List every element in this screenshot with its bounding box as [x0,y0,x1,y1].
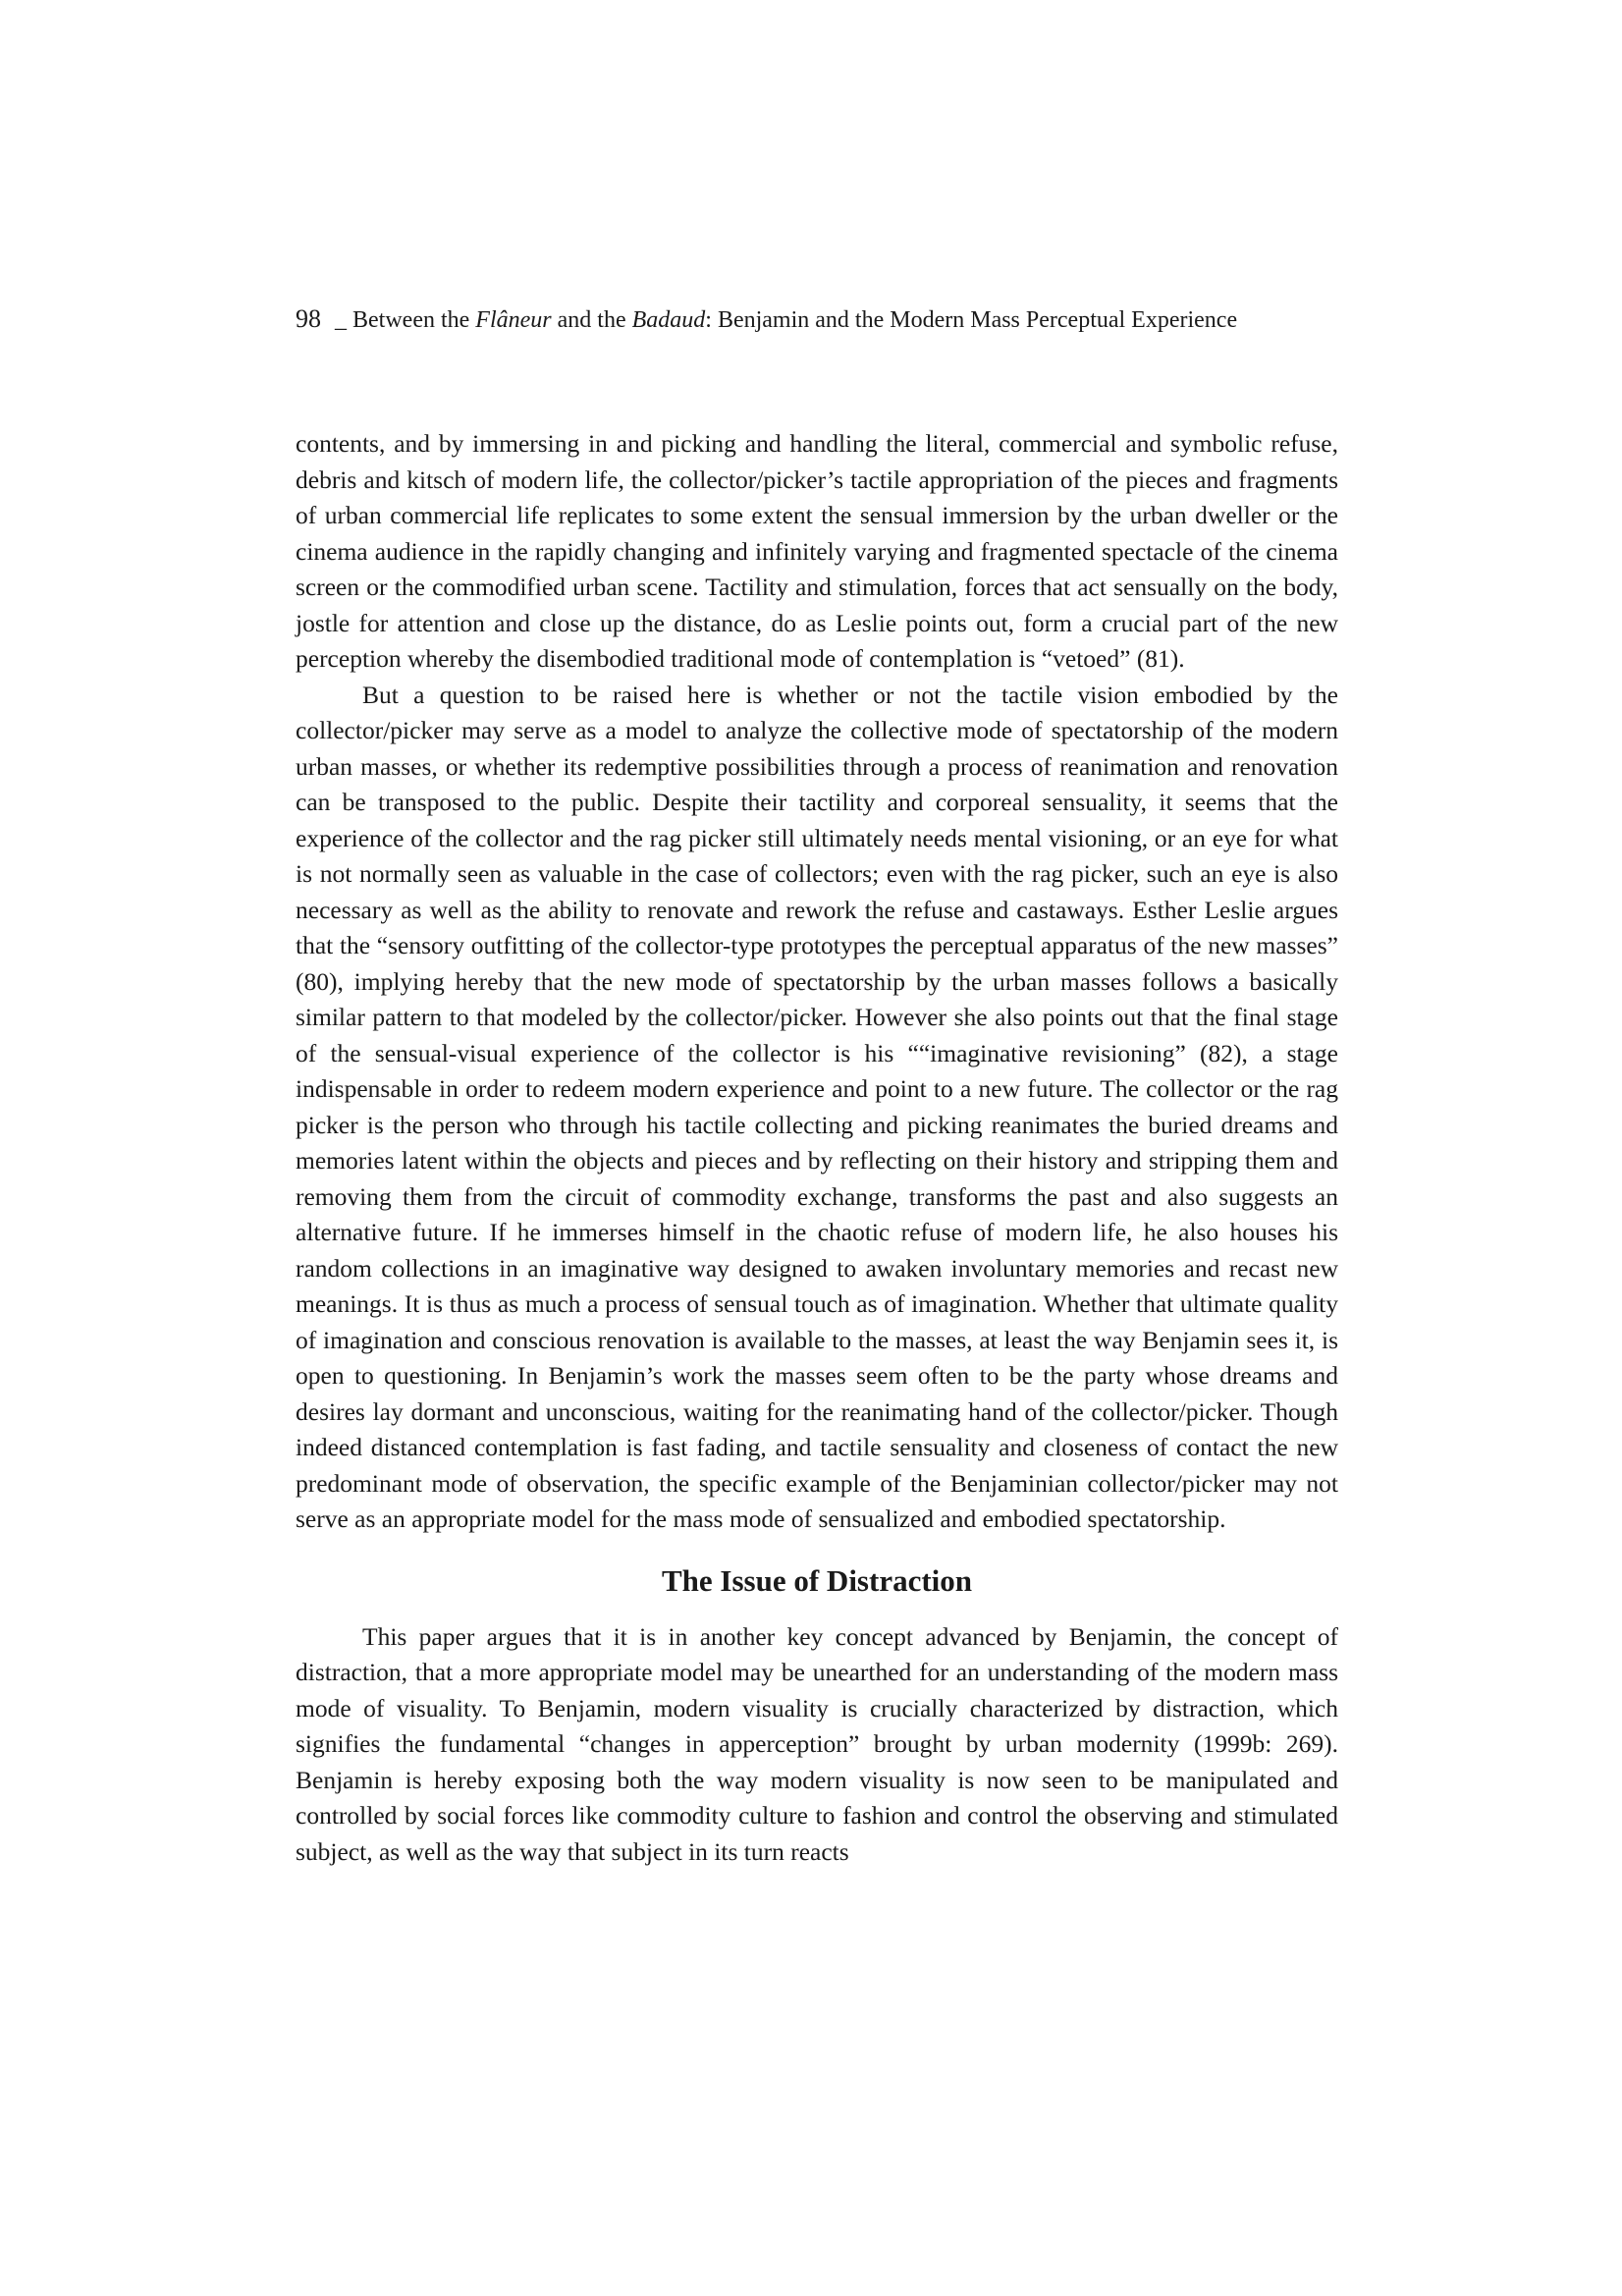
header-separator: _ [335,307,347,333]
paragraph-1: contents, and by immersing in and picking and handling the literal, commercial and symbolic refuse, debris and kitsch of modern life, the collector/picker’s tactile appropriation of the pieces and fragments of urban commercial life replicates to some extent the sensual immersion by the urban dweller or the cinema audience in the rapidly changing and infinitely varying and fragmented spectacle of the cinema screen or the commodified urban scene. Tactility and stimulation, forces that act sensually on the body, jostle for attention and close up the distance, do as Leslie points out, form a crucial part of the new perception whereby the disembodied traditional mode of contemplation is “vetoed” (81). [296,429,1338,673]
paragraph-3: This paper argues that it is in another key concept advanced by Benjamin, the concept of distraction, that a more appropriate model may be unearthed for an understanding of the modern mass mode of visuality. To Benjamin, modern visuality is crucially characterized by distraction, which signifies the fundamental “changes in apperception” brought by urban modernity (1999b: 269). Benjamin is hereby exposing both the way modern visuality is now seen to be manipulated and controlled by social forces like commodity culture to fashion and control the observing and stimulated subject, as well as the way that subject in its turn reacts [296,1621,1338,1866]
header-title-part: and the [551,307,632,333]
header-title-badaud: Badaud [631,307,706,333]
paragraph-2: But a question to be raised here is whether or not the tactile vision embodied by the collector/picker may serve as a model to analyze the collective mode of spectatorship of the modern urban masses, or whether its redemptive possibilities through a process of reanimation and renovation can be transposed to the public. Despite their tactility and corporeal sensuality, it seems that the experience of the collector and the rag picker still ultimately needs mental visioning, or an eye for what is not normally seen as valuable in the case of collectors; even with the rag picker, such an eye is also necessary as well as the ability to renovate and rework the refuse and castaways. Esther Leslie argues that the “sensory outfitting of the collector-type prototypes the perceptual apparatus of the new masses” (80), implying hereby that the new mode of spectatorship by the urban masses follows a basically similar pattern to that modeled by the collector/picker. However she also points out that the final stage of the sensual-visual experience of the collector is his ““imaginative revisioning” (82), a stage indispensable in order to redeem modern experience and point to a new future. The collector or the rag picker is the person who through his tactile collecting and picking reanimates the buried dreams and memories latent within the objects and pieces and by reflecting on their history and stripping them and removing them from the circuit of commodity exchange, transforms the past and also suggests an alternative future. If he immerses himself in the chaotic refuse of modern life, he also houses his random collections in an imaginative way designed to awaken involuntary memories and recast new meanings. It is thus as much a process of sensual touch as of imagination. Whether that ultimate quality of imagination and conscious renovation is available to the masses, at least the way Benjamin sees it, is open to questioning. In Benjamin’s work the masses seem often to be the party whose dreams and desires lay dormant and unconscious, waiting for the reanimating hand of the collector/picker. Though indeed distanced contemplation is fast fading, and tactile sensuality and closeness of contact the new predominant mode of observation, the specific example of the Benjaminian collector/picker may not serve as an appropriate model for the mass mode of sensualized and embodied spectatorship. [296,680,1338,1533]
body-text [296,426,1338,1870]
header-title-part: : Benjamin and the Modern Mass Perceptual Experience [705,307,1238,333]
header-title-flaneur: Flâneur [475,307,552,333]
section-heading: The Issue of Distraction [661,1562,973,1598]
running-header [296,302,1376,337]
page-number: 98 [296,304,321,333]
header-title-part: Between the [352,307,476,333]
